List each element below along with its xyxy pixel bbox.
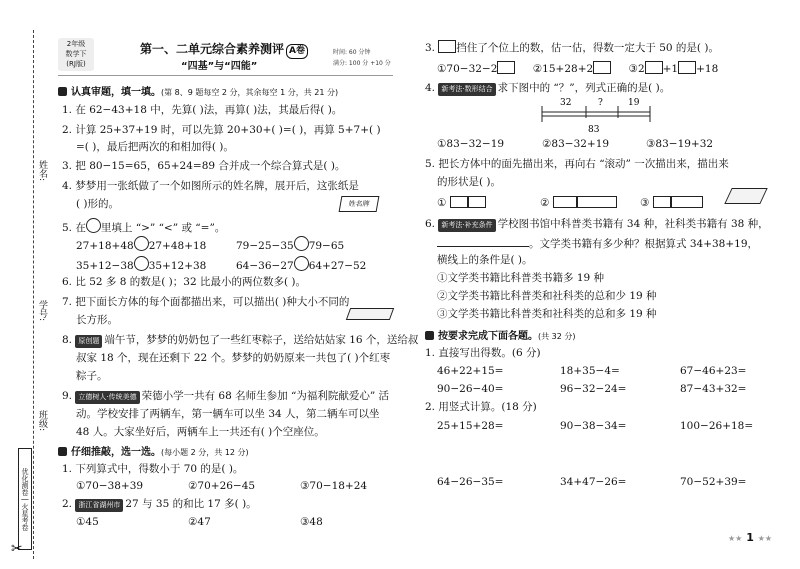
question-1-5 [62,218,225,235]
vertical-calc-item: 100−26+18= [680,420,754,432]
q6-option-b[interactable]: ②文学类书籍比科普类和社科类的总和少 19 种 [437,290,657,302]
q3-option-a[interactable]: ①70−32−2 [437,63,498,75]
blank-box [593,61,611,74]
diagram-label-19: 19 [628,98,640,108]
answer-circle[interactable] [294,256,309,271]
q3-number: 3. [425,42,436,54]
question-1-3: 3. 把 80−15=65，65+24=89 合并成一个综合算式是( )。 [62,160,346,172]
vertical-calc-item: 25+15+28= [437,420,504,432]
diagram-label-32: 32 [560,98,572,108]
question-2-5b: 的形状是( )。 [437,176,502,188]
section-1-heading [58,83,338,98]
virtue-tag: 立德树人·传统美德 [75,391,139,404]
version-badge: A卷 [286,44,308,59]
q5-head: 5. 在 [62,222,86,234]
title-text: 第一、二单元综合素养测评 [140,42,285,56]
compare-row-2b [236,256,366,273]
vertical-calc-item: 64−26−35= [437,476,504,488]
question-1-7b: 长方形。 [76,314,118,326]
compare-expr: 35+12+38 [148,260,207,272]
q8-text-a: 端午节，梦梦的奶奶包了一些红枣粽子，送给姑姑家 16 个，送给叔 [104,334,419,346]
section-1-title: 认真审题，填一填。 [71,87,161,98]
square-shape [450,196,468,208]
section-3-heading [425,327,576,342]
section-2-note: (每小题 2 分，共 12 分) [161,448,249,457]
q4-option-b[interactable]: ②83−32+19 [542,138,610,150]
question-1-9c: 48 人。大家坐好后，两辆车上一共还有( )个空座位。 [76,426,325,438]
q5-option-c-label: ③ [640,197,650,209]
calc-item: 90−26−40= [437,383,504,395]
q4-text: 求下图中的 “？”，列式正确的是( )。 [497,82,671,94]
question-2-1: 1. 下列算式中，得数小于 70 的是( )。 [62,463,244,475]
question-2-6c: 横线上的条件是( )。 [437,254,533,266]
q4-option-c[interactable]: ③83−19+32 [646,138,714,150]
edition-text: (RJ版) [66,60,86,68]
compare-expr: 27+48+18 [148,240,207,252]
q2-2-text: 27 与 35 的和比 17 多( )。 [125,498,257,510]
scissors-icon: ✂ [11,541,23,557]
vertical-calc-item: 90−38−34= [560,420,627,432]
time-limit: 时间: 60 分钟 [333,49,371,56]
q6-option-a[interactable]: ①文学类书籍比科普类书籍多 19 种 [437,272,605,284]
square-shape [468,196,486,208]
q3-text: 挡住了个位上的数，估一估，得数一定大于 50 的是( )。 [456,42,719,54]
q6-text-a: 学校图书馆中科普类书籍有 34 种，社科类书籍有 38 种， [497,218,769,230]
region-tag: 浙江省湖州市 [75,499,123,512]
diagram-label-83: 83 [588,125,600,135]
question-1-8a: 8. 原创题 端午节，梦梦的奶奶包了一些红枣粽子，送给姑姑家 16 个，送给叔 [62,334,419,346]
calc-item: 46+22+15= [437,365,504,377]
question-1-1: 1. 在 62−43+18 中，先算( )法，再算( )法，其最后得( )。 [62,104,343,116]
section-1-note: (第 8、9 题每空 2 分，其余每空 1 分，共 21 分) [161,88,339,97]
original-tag: 原创题 [75,335,102,348]
compare-expr: 64+27−52 [308,260,367,272]
method-tag: 新考法·数形结合 [438,83,495,96]
q3-options [437,61,718,76]
compare-row-1b [236,236,344,253]
compare-expr: 79−25−35 [236,240,294,252]
stars-left: ★★ [728,534,743,543]
compare-expr: 64−36−27 [236,260,294,272]
answer-circle[interactable] [134,256,149,271]
question-2-6b [437,236,758,251]
compare-row-1 [76,236,206,253]
q3-option-c-tail: +18 [696,63,719,75]
q5-tail: 里填上 “>” “<” 或 “=”。 [100,222,226,234]
q2-2-option-b[interactable]: ②47 [188,516,211,528]
question-2-2: 2. 浙江省湖州市 27 与 35 的和比 17 多( )。 [62,498,257,510]
q2-2-option-a[interactable]: ①45 [76,516,99,528]
question-3-2: 2. 用竖式计算。(18 分) [425,401,537,413]
subject-text: 数学下 [65,50,87,58]
question-1-8b: 叔家 18 个，现在还剩下 22 个。梦梦的奶奶原来一共包了( )个红枣 [76,352,391,364]
grade-badge [58,38,94,71]
q3-option-b[interactable]: ②15+28+2 [532,63,594,75]
answer-circle[interactable] [294,236,309,251]
square-shape [653,196,671,208]
calc-item: 67−46+23= [680,365,747,377]
cuboid-figure [346,308,394,320]
name-label: 姓名: [37,160,47,182]
question-1-9a: 9. 立德树人·传统美德 荣德小学一共有 68 名师生参加 “为福利院献爱心” 活 [62,390,390,402]
cut-line [33,30,34,559]
q3-option-c[interactable]: ③2 [628,63,645,75]
class-label: 班级: [37,410,47,432]
section-2-heading [58,443,249,458]
page-number [728,531,772,544]
blank-box [438,40,456,53]
calc-item: 18+35−4= [560,365,620,377]
q5-option-c[interactable] [640,196,703,210]
vertical-calc-item: 70−52+39= [680,476,747,488]
rect-shape [671,196,703,208]
question-1-4a: 4. 梦梦用一张纸做了一个如图所示的姓名牌，展开后，这张纸是 [62,180,359,192]
student-id-label: 学号: [37,300,47,322]
question-2-6a: 6. 新考法·补充条件 学校图书馆中科普类书籍有 34 种，社科类书籍有 38 种， [425,218,769,230]
q6-option-c[interactable]: ③文学类书籍比科普类和社科类的总和多 19 种 [437,308,657,320]
q3-option-c-mid: +1 [662,63,679,75]
header-divider [58,75,393,76]
question-1-2b: =( )，最后把两次的和相加得( )。 [76,141,234,153]
q5-option-b-label: ② [540,197,550,209]
section-3-note: (共 32 分) [538,332,576,341]
question-1-2a: 2. 计算 25+37+19 时，可以先算 20+30+( )=( )，再算 5+7+( ) [62,124,381,136]
section-icon [58,447,67,456]
stars-right: ★★ [757,534,773,543]
compare-expr: 35+12−38 [76,260,134,272]
rect-shape [553,196,577,208]
section-icon [425,331,434,340]
nameplate-figure: 姓名牌 [339,196,380,212]
blank-box [645,61,663,74]
q5-option-a[interactable] [437,196,486,210]
q6-text-b: 。文学类书籍有多少种？根据算式 34+38+19， [529,238,759,250]
question-2-5a: 5. 把长方体中的面先描出来，再向右 “滚动” 一次描出来，描出来 [425,158,729,170]
rect-shape [577,196,617,208]
answer-circle[interactable] [134,236,149,251]
question-1-4b: ( )形的。 [76,198,120,210]
vertical-calc-item: 34+47−26= [560,476,627,488]
q5-option-a-label: ① [437,197,447,209]
section-3-title: 按要求完成下面各题。 [438,331,538,342]
q4-option-a[interactable]: ①83−32−19 [437,138,505,150]
condition-blank[interactable] [437,236,529,247]
question-1-8c: 粽子。 [76,370,108,382]
full-score: 满分: 100 分 +10 分 [333,60,391,67]
calc-item: 96−32−24= [560,383,627,395]
compare-circle-icon [86,218,101,233]
question-2-4: 4. 新考法·数形结合 求下图中的 “？”，列式正确的是( )。 [425,82,671,94]
blank-box [497,61,515,74]
question-1-9b: 动。学校安排了两辆车，第一辆车可以坐 34 人，第二辆车可以坐 [76,408,380,420]
compare-expr: 79−65 [308,240,345,252]
method-tag: 新考法·补充条件 [438,219,495,232]
section-icon [58,87,67,96]
q2-1-option-a[interactable]: ①70−38+39 [76,480,144,492]
question-2-3 [425,40,719,55]
page-number-text: 1 [746,531,754,544]
q9-text-a: 荣德小学一共有 68 名师生参加 “为福利院献爱心” 活 [141,390,390,402]
section-2-title: 仔细推敲，选一选。 [71,447,161,458]
segment-diagram [540,96,652,136]
page-subtitle: “四基”与“四能” [181,61,258,72]
compare-row-2 [76,256,206,273]
q2-1-option-b[interactable]: ②70+26−45 [188,480,256,492]
blank-box [678,61,696,74]
question-3-1: 1. 直接写出得数。(6 分) [425,347,541,359]
cuboid-figure [724,188,767,204]
calc-item: 87−43+32= [680,383,747,395]
brand-logo: 优化测卷 | 火星考卷 [18,448,32,550]
question-1-7a: 7. 把下面长方体的每个面都描出来，可以描出( )种大小不同的 [62,296,350,308]
diagram-label-question: ? [598,98,603,108]
q2-2-option-c[interactable]: ③48 [300,516,323,528]
compare-expr: 27+18+48 [76,240,134,252]
grade-text: 2年级 [66,40,86,48]
question-1-6: 6. 比 52 多 8 的数是( )；32 比最小的两位数多( )。 [62,276,307,288]
q2-1-option-c[interactable]: ③70−18+24 [300,480,368,492]
q5-option-b[interactable] [540,196,617,210]
